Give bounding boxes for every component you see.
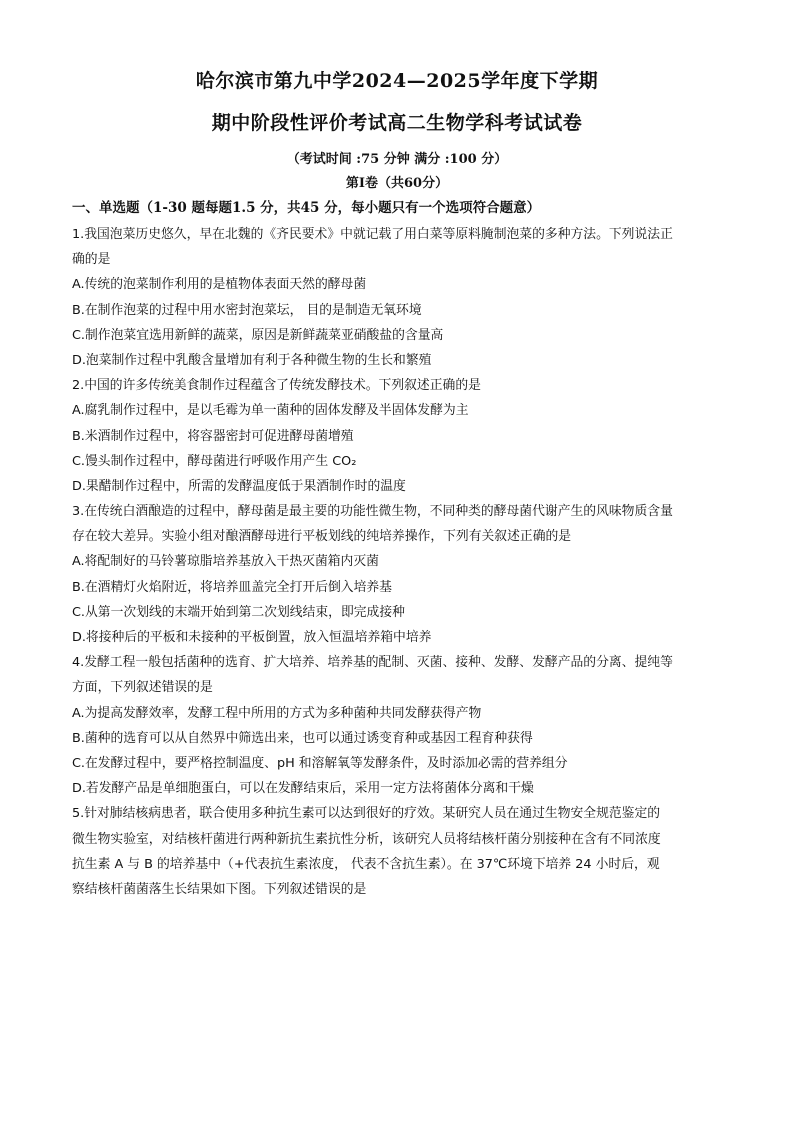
text-line: 确的是 [72,252,111,268]
text-line: B.在制作泡菜的过程中用水密封泡菜坛， 目的是制造无氧环境 [72,302,422,318]
text-line: D.将接种后的平板和未接种的平板倒置，放入恒温培养箱中培养 [72,630,432,645]
text-line: 存在较大差异。实验小组对酿酒酵母进行平板划线的纯培养操作，下列有关叙述正确的是 [72,529,572,545]
text-line: D.泡菜制作过程中乳酸含量增加有利于各种微生物的生长和繁殖 [72,352,432,368]
text-line: 微生物实验室，对结核杆菌进行两种新抗生素抗性分析，该研究人员将结核杆菌分别接种在含有不同浓度 [72,831,661,847]
text-line: A.为提高发酵效率，发酵工程中所用的方式为多种菌种共同发酵获得产物 [72,705,482,721]
text-line: 方面，下列叙述错误的是 [72,680,213,696]
text-line: C.馒头制作过程中，酵母菌进行呼吸作用产生 CO₂ [72,453,357,469]
text-line: 5.针对肺结核病患者，联合使用多种抗生素可以达到很好的疗效。某研究人员在通过生物安全规范鉴定的 [72,806,661,822]
volume-label: 第Ⅰ卷（共60分） [345,176,449,191]
exam-title-line1: 哈尔滨市第九中学2024—2025学年度下学期 [195,70,599,92]
section-heading: 一、单选题（1-30 题每题1.5 分，共45 分，每小题只有一个选项符合题意） [72,200,541,216]
text-line: D.若发酵产品是单细胞蛋白，可以在发酵结束后，采用一定方法将菌体分离和干燥 [72,781,534,797]
text-line: A.将配制好的马铃薯琼脂培养基放入干热灭菌箱内灭菌 [72,554,379,570]
question-body [72,222,724,902]
text-line: B.米酒制作过程中，将容器密封可促进酵母菌增殖 [72,428,354,444]
text-line: C.从第一次划线的末端开始到第二次划线结束，即完成接种 [72,604,405,620]
exam-info: （考试时间 :75 分钟 满分 :100 分） [286,152,508,167]
text-line: A.传统的泡菜制作利用的是植物体表面天然的酵母菌 [72,277,367,293]
text-line: 1.我国泡菜历史悠久，早在北魏的《齐民要术》中就记载了用白菜等原料腌制泡菜的多种方法。下列说法正 [72,227,673,242]
text-line: 3.在传统白酒酿造的过程中，酵母菌是最主要的功能性微生物，不同种类的酵母菌代谢产生的风味物质含量 [72,504,673,520]
text-line: 抗生素 A 与 B 的培养基中（+代表抗生素浓度， 代表不含抗生素）。在 37℃环境下培养 24 小时后，观 [72,856,660,872]
text-line: 4.发酵工程一般包括菌种的选育、扩大培养、培养基的配制、灭菌、接种、发酵、发酵产品的分离、提纯等 [72,655,673,671]
text-line: C.制作泡菜宜选用新鲜的蔬菜，原因是新鲜蔬菜亚硝酸盐的含量高 [72,327,444,343]
exam-title-line2: 期中阶段性评价考试高二生物学科考试试卷 [211,112,583,134]
text-line: B.菌种的选育可以从自然界中筛选出来，也可以通过诱变育种或基因工程育种获得 [72,730,533,746]
text-line: D.果醋制作过程中，所需的发酵温度低于果酒制作时的温度 [72,478,406,494]
text-line: 察结核杆菌菌落生长结果如下图。下列叙述错误的是 [72,881,367,897]
text-line: A.腐乳制作过程中，是以毛霉为单一菌种的固体发酵及半固体发酵为主 [72,403,469,419]
text-line: 2.中国的许多传统美食制作过程蕴含了传统发酵技术。下列叙述正确的是 [72,378,481,394]
text-line: C.在发酵过程中，要严格控制温度、pH 和溶解氧等发酵条件，及时添加必需的营养组分 [72,755,568,771]
text-line: B.在酒精灯火焰附近，将培养皿盖完全打开后倒入培养基 [72,579,392,595]
